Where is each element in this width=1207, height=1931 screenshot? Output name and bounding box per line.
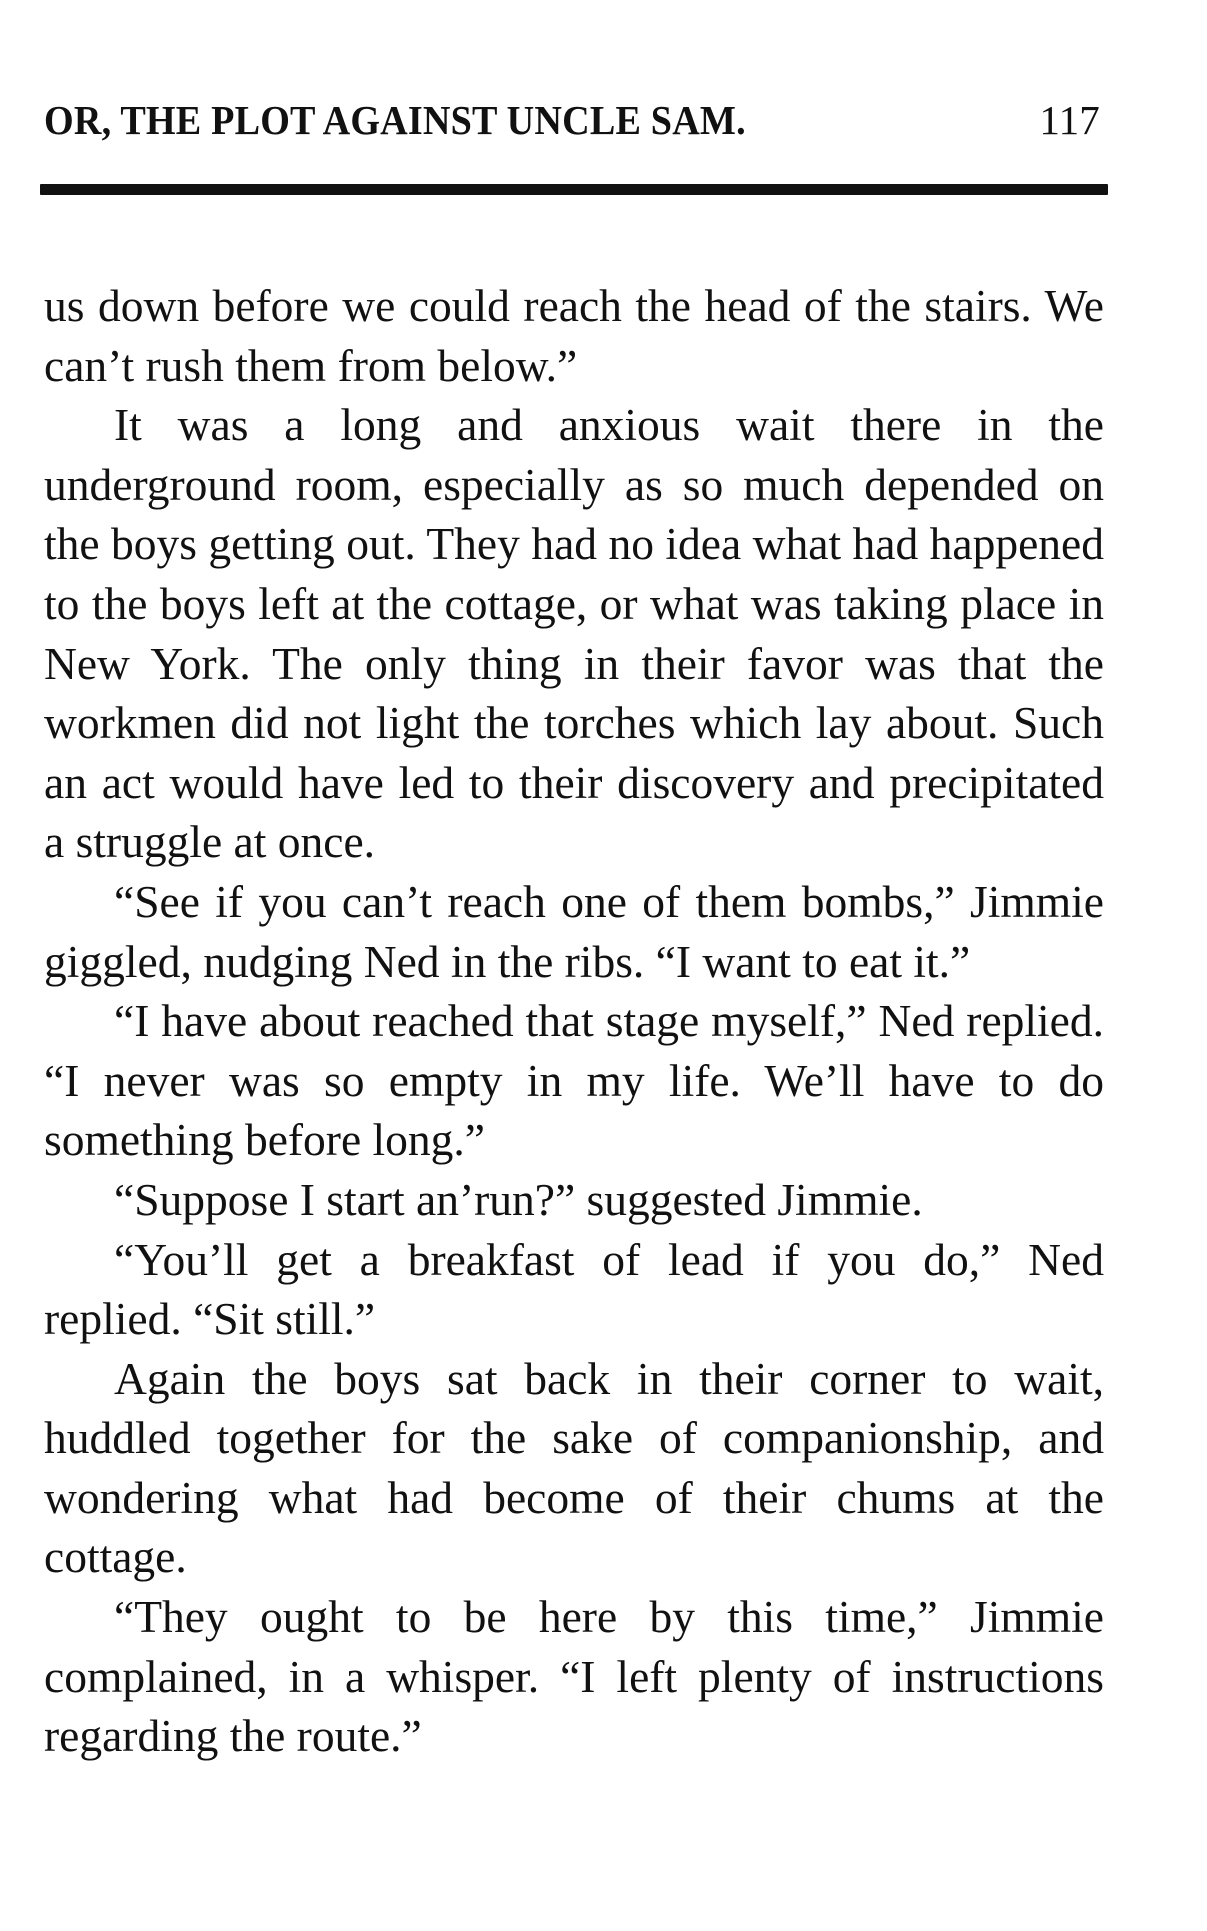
paragraph: It was a long and anxious wait there in the underground room, especially as so much depended on the boys getting out. They had no idea what had happened to the boys left at the cottage, or what was taking place in New York. The only thing in their favor was that the workmen did not light the torches which lay about. Such an act would have led to their discovery and precipitated a struggle at once. [44,399,1104,868]
page-number: 117 [1039,97,1100,143]
paragraph: “Suppose I start an’run?” suggested Jimmie. [114,1173,923,1225]
paragraph: “See if you can’t reach one of them bombs,” Jimmie giggled, nudging Ned in the ribs. “I want to eat it.” [44,875,1104,987]
paragraph: “They ought to be here by this time,” Jimmie complained, in a whisper. “I left plenty of instructions regarding the route.” [44,1591,1104,1762]
paragraph: “You’ll get a breakfast of lead if you do,” Ned replied. “Sit still.” [44,1233,1104,1345]
running-header [44,96,1104,158]
running-title: OR, THE PLOT AGAINST UNCLE SAM. [44,97,746,143]
header-rule [40,184,1108,195]
paragraph: us down before we could reach the head of the stairs. We can’t rush them from below.” [44,280,1104,391]
body-text [44,276,1104,1766]
paragraph: Again the boys sat back in their corner to wait, huddled together for the sake of companionship, and wondering what had become of their chums at the cottage. [44,1352,1104,1583]
paragraph: “I have about reached that stage myself,” Ned replied. “I never was so empty in my life. We’ll have to do something before long.” [44,995,1104,1166]
